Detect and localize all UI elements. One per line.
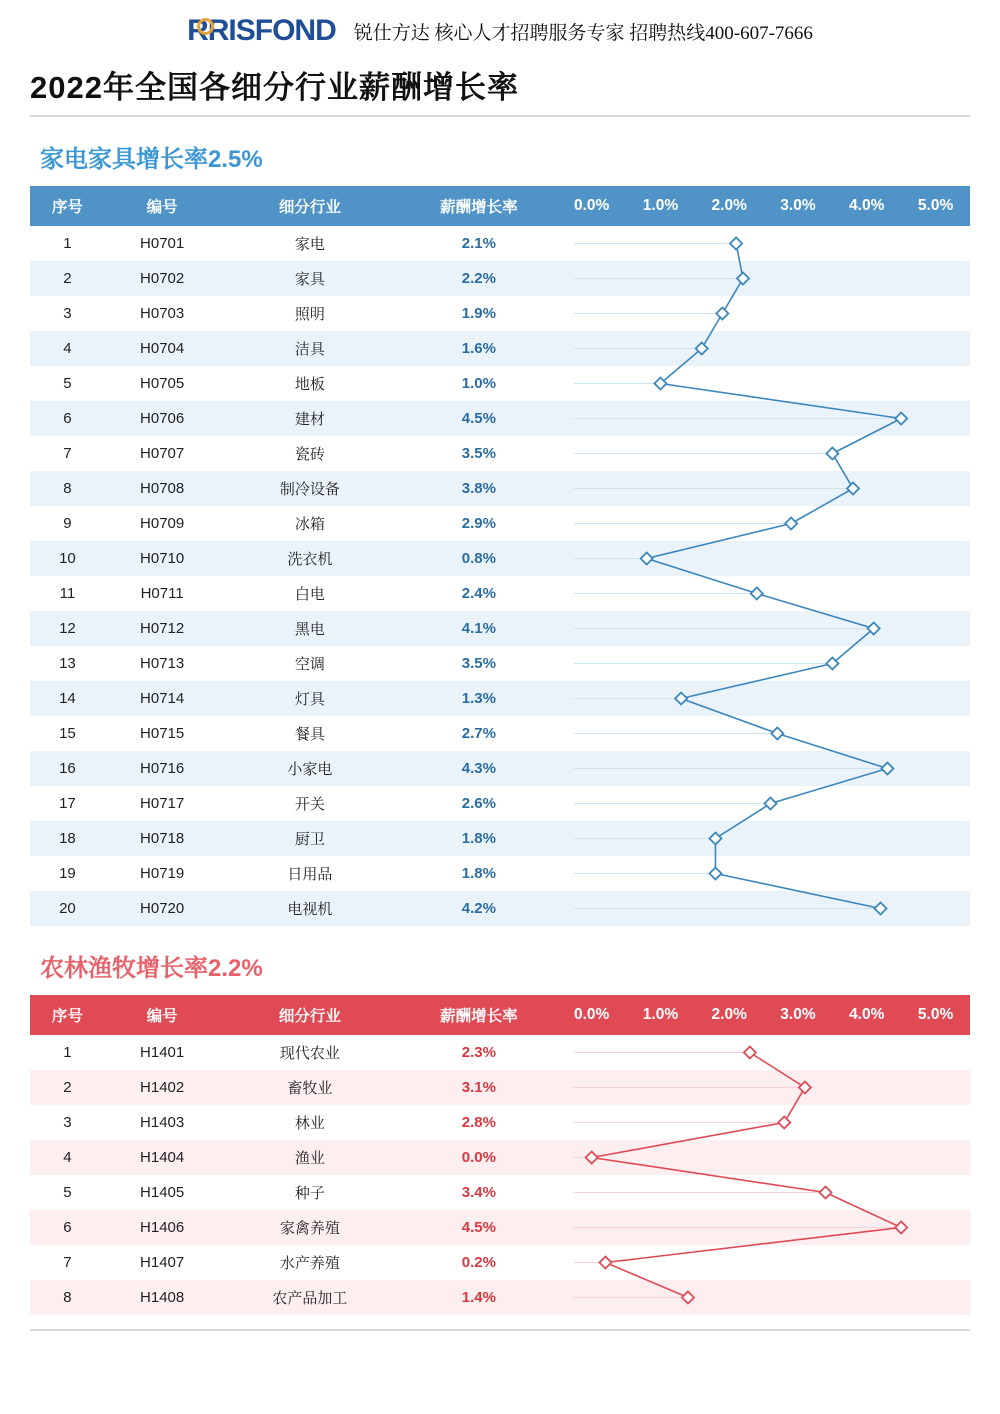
cell-growth: 0.2% — [461, 1254, 496, 1271]
table-row — [30, 856, 970, 891]
cell-index: 19 — [59, 865, 76, 882]
cell-growth: 2.1% — [461, 235, 496, 252]
table-row — [30, 366, 970, 401]
col-index: 序号 — [30, 995, 105, 1035]
cell-code: H0714 — [140, 690, 185, 707]
cell-industry: 种子 — [294, 1185, 325, 1202]
table-row — [30, 1175, 970, 1210]
cell-industry: 电视机 — [287, 901, 333, 918]
cell-code: H0704 — [140, 340, 185, 357]
cell-plot-area — [557, 1105, 970, 1140]
cell-industry: 渔业 — [294, 1150, 325, 1167]
cell-plot-area — [557, 1070, 970, 1105]
cell-plot-area — [557, 366, 970, 401]
cell-index: 8 — [63, 1289, 72, 1306]
section-agriculture — [30, 926, 970, 1315]
cell-industry: 冰箱 — [294, 516, 325, 533]
cell-index: 1 — [63, 235, 72, 252]
cell-index: 1 — [63, 1044, 72, 1061]
x-tick-3: 3.0% — [764, 995, 833, 1035]
col-growth: 薪酬增长率 — [400, 186, 557, 226]
cell-code: H1403 — [140, 1114, 185, 1131]
cell-code: H0712 — [140, 620, 185, 637]
cell-plot-area — [557, 1245, 970, 1280]
cell-industry: 黑电 — [294, 621, 325, 638]
cell-industry: 建材 — [294, 411, 325, 428]
cell-growth: 1.4% — [461, 1289, 496, 1306]
cell-industry: 开关 — [294, 796, 325, 813]
table-row — [30, 1280, 970, 1315]
cell-code: H0716 — [140, 760, 185, 777]
cell-code: H0720 — [140, 900, 185, 917]
cell-index: 3 — [63, 1114, 72, 1131]
cell-code: H0718 — [140, 830, 185, 847]
cell-growth: 3.5% — [461, 445, 496, 462]
cell-index: 4 — [63, 340, 72, 357]
x-tick-3: 3.0% — [764, 186, 833, 226]
section-title: 农林渔牧增长率2.2% — [40, 955, 263, 982]
cell-industry: 空调 — [294, 656, 325, 673]
cell-index: 2 — [63, 270, 72, 287]
cell-code: H0703 — [140, 305, 185, 322]
cell-growth: 3.5% — [461, 655, 496, 672]
table-row — [30, 226, 970, 261]
table-row — [30, 541, 970, 576]
cell-growth: 3.8% — [461, 480, 496, 497]
table-row — [30, 716, 970, 751]
cell-industry: 洗衣机 — [287, 551, 333, 568]
cell-industry: 小家电 — [287, 761, 333, 778]
cell-plot-area — [557, 1280, 970, 1315]
cell-plot-area — [557, 751, 970, 786]
cell-code: H0705 — [140, 375, 185, 392]
cell-industry: 灯具 — [294, 691, 325, 708]
cell-plot-area — [557, 401, 970, 436]
table-row — [30, 401, 970, 436]
cell-growth: 2.4% — [461, 585, 496, 602]
table-row — [30, 506, 970, 541]
cell-code: H0707 — [140, 445, 185, 462]
cell-industry: 洁具 — [294, 341, 325, 358]
cell-code: H1404 — [140, 1149, 185, 1166]
cell-index: 6 — [63, 1219, 72, 1236]
table-row — [30, 821, 970, 856]
table-row — [30, 471, 970, 506]
cell-code: H1406 — [140, 1219, 185, 1236]
logo-text: RISFOND — [207, 14, 336, 47]
cell-industry: 餐具 — [294, 726, 325, 743]
cell-code: H0717 — [140, 795, 185, 812]
cell-industry: 林业 — [294, 1115, 325, 1132]
cell-plot-area — [557, 541, 970, 576]
cell-industry: 水产养殖 — [279, 1255, 340, 1272]
cell-growth: 2.2% — [461, 270, 496, 287]
cell-index: 16 — [59, 760, 76, 777]
cell-code: H0713 — [140, 655, 185, 672]
col-industry: 细分行业 — [219, 995, 400, 1035]
cell-plot-area — [557, 681, 970, 716]
cell-index: 13 — [59, 655, 76, 672]
col-index: 序号 — [30, 186, 105, 226]
cell-industry: 农产品加工 — [272, 1290, 348, 1307]
cell-index: 4 — [63, 1149, 72, 1166]
cell-plot-area — [557, 296, 970, 331]
cell-plot-area — [557, 1210, 970, 1245]
cell-code: H1408 — [140, 1289, 185, 1306]
cell-code: H1405 — [140, 1184, 185, 1201]
cell-growth: 3.1% — [461, 1079, 496, 1096]
cell-industry: 家禽养殖 — [279, 1220, 340, 1237]
x-tick-0: 0.0% — [557, 995, 626, 1035]
cell-growth: 1.3% — [461, 690, 496, 707]
title-bar — [30, 62, 970, 117]
cell-plot-area — [557, 331, 970, 366]
table-header-row — [30, 186, 970, 226]
cell-industry: 制冷设备 — [279, 481, 340, 498]
table-home-appliance — [30, 186, 970, 926]
x-tick-1: 1.0% — [626, 995, 695, 1035]
x-tick-5: 5.0% — [901, 995, 970, 1035]
table-row — [30, 891, 970, 926]
cell-code: H1407 — [140, 1254, 185, 1271]
cell-plot-area — [557, 226, 970, 261]
cell-industry: 白电 — [294, 586, 325, 603]
x-tick-0: 0.0% — [557, 186, 626, 226]
table-row — [30, 576, 970, 611]
cell-code: H1402 — [140, 1079, 185, 1096]
col-growth: 薪酬增长率 — [400, 995, 557, 1035]
cell-plot-area — [557, 576, 970, 611]
cell-growth: 4.2% — [461, 900, 496, 917]
cell-growth: 2.8% — [461, 1114, 496, 1131]
cell-industry: 地板 — [294, 376, 325, 393]
page-header — [0, 0, 1000, 58]
cell-growth: 4.1% — [461, 620, 496, 637]
cell-plot-area — [557, 506, 970, 541]
table-row — [30, 1070, 970, 1105]
section-home-appliance — [30, 117, 970, 926]
cell-plot-area — [557, 471, 970, 506]
cell-index: 8 — [63, 480, 72, 497]
cell-plot-area — [557, 786, 970, 821]
cell-industry: 日用品 — [287, 866, 333, 883]
cell-code: H0709 — [140, 515, 185, 532]
risfond-logo: R RISFOND — [187, 14, 336, 47]
cell-growth: 2.7% — [461, 725, 496, 742]
col-code: 编号 — [105, 995, 220, 1035]
table-row — [30, 436, 970, 471]
cell-code: H0710 — [140, 550, 185, 567]
cell-growth: 0.8% — [461, 550, 496, 567]
col-code: 编号 — [105, 186, 220, 226]
cell-plot-area — [557, 436, 970, 471]
cell-code: H0706 — [140, 410, 185, 427]
header-tagline: 锐仕方达 核心人才招聘服务专家 招聘热线400-607-7666 — [353, 22, 813, 44]
cell-industry: 家具 — [294, 271, 325, 288]
cell-plot-area — [557, 856, 970, 891]
cell-industry: 家电 — [294, 236, 325, 253]
table-header-row — [30, 995, 970, 1035]
x-tick-2: 2.0% — [695, 995, 764, 1035]
table-row — [30, 1245, 970, 1280]
cell-plot-area — [557, 1140, 970, 1175]
cell-code: H0719 — [140, 865, 185, 882]
cell-index: 10 — [59, 550, 76, 567]
cell-code: H0708 — [140, 480, 185, 497]
table-row — [30, 611, 970, 646]
cell-code: H1401 — [140, 1044, 185, 1061]
table-row — [30, 646, 970, 681]
table-row — [30, 331, 970, 366]
col-industry: 细分行业 — [219, 186, 400, 226]
cell-industry: 瓷砖 — [294, 446, 325, 463]
table-row — [30, 1140, 970, 1175]
table-row — [30, 296, 970, 331]
table-row — [30, 786, 970, 821]
cell-growth: 4.3% — [461, 760, 496, 777]
cell-index: 12 — [59, 620, 76, 637]
cell-growth: 0.0% — [461, 1149, 496, 1166]
cell-index: 18 — [59, 830, 76, 847]
cell-index: 14 — [59, 690, 76, 707]
page-title: 2022年全国各细分行业薪酬增长率 — [30, 70, 519, 105]
cell-code: H0701 — [140, 235, 185, 252]
cell-plot-area — [557, 891, 970, 926]
table-row — [30, 1105, 970, 1140]
x-tick-4: 4.0% — [832, 186, 901, 226]
x-tick-2: 2.0% — [695, 186, 764, 226]
cell-plot-area — [557, 821, 970, 856]
table-row — [30, 1210, 970, 1245]
cell-growth: 1.8% — [461, 830, 496, 847]
cell-growth: 1.0% — [461, 375, 496, 392]
table-row — [30, 1035, 970, 1070]
bottom-divider — [30, 1329, 970, 1331]
cell-growth: 4.5% — [461, 1219, 496, 1236]
cell-index: 20 — [59, 900, 76, 917]
cell-index: 15 — [59, 725, 76, 742]
cell-index: 9 — [63, 515, 72, 532]
cell-growth: 2.6% — [461, 795, 496, 812]
cell-growth: 2.9% — [461, 515, 496, 532]
cell-index: 17 — [59, 795, 76, 812]
cell-code: H0702 — [140, 270, 185, 287]
cell-index: 2 — [63, 1079, 72, 1096]
cell-index: 5 — [63, 1184, 72, 1201]
cell-plot-area — [557, 261, 970, 296]
cell-growth: 3.4% — [461, 1184, 496, 1201]
table-row — [30, 261, 970, 296]
cell-code: H0711 — [140, 585, 184, 602]
cell-growth: 4.5% — [461, 410, 496, 427]
cell-plot-area — [557, 646, 970, 681]
cell-index: 11 — [59, 585, 76, 602]
cell-index: 5 — [63, 375, 72, 392]
cell-growth: 1.9% — [461, 305, 496, 322]
cell-growth: 1.6% — [461, 340, 496, 357]
section-title: 家电家具增长率2.5% — [40, 146, 263, 173]
cell-index: 7 — [63, 445, 72, 462]
cell-plot-area — [557, 1035, 970, 1070]
cell-growth: 2.3% — [461, 1044, 496, 1061]
cell-plot-area — [557, 1175, 970, 1210]
cell-industry: 照明 — [294, 306, 325, 323]
cell-industry: 厨卫 — [294, 831, 325, 848]
table-agriculture — [30, 995, 970, 1315]
cell-plot-area — [557, 716, 970, 751]
x-tick-4: 4.0% — [832, 995, 901, 1035]
cell-index: 6 — [63, 410, 72, 427]
x-tick-5: 5.0% — [901, 186, 970, 226]
cell-industry: 畜牧业 — [287, 1080, 333, 1097]
table-row — [30, 681, 970, 716]
cell-industry: 现代农业 — [279, 1045, 340, 1062]
table-row — [30, 751, 970, 786]
cell-code: H0715 — [140, 725, 185, 742]
cell-plot-area — [557, 611, 970, 646]
cell-index: 3 — [63, 305, 72, 322]
cell-index: 7 — [63, 1254, 72, 1271]
x-tick-1: 1.0% — [626, 186, 695, 226]
cell-growth: 1.8% — [461, 865, 496, 882]
